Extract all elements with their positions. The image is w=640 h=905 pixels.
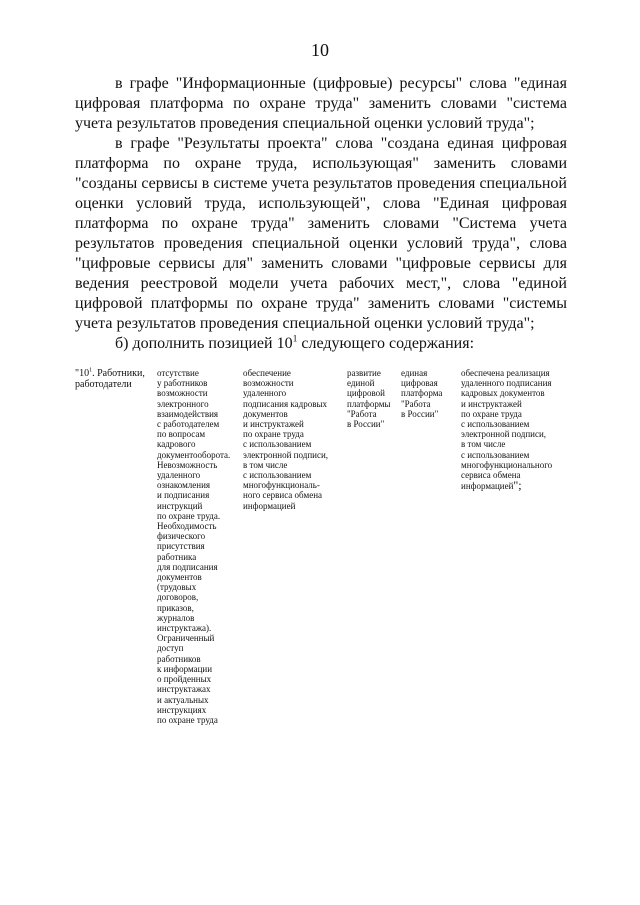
table-cell-goal: развитие единой цифровой платформы "Работа в России" [347,368,391,430]
table-cell-participants [75,368,149,390]
result-text: обеспечена реализация удаленного подписания кадровых документов и инструктажей по охране труда с использованием электронной подписи, в том числе с использованием многофункционального сервиса обмена информацией [461,368,553,492]
position-number: 10 [79,368,90,379]
item-b-suffix: следующего содержания: [297,335,475,352]
open-quote: " [75,368,80,379]
paragraph-add-position [75,334,567,354]
paragraph-info-resources: в графе "Информационные (цифровые) ресурсы" слова "единая цифровая платформа по охране труда" заменить словами "система учета результатов проведения специальной оценки условий труда"; [75,75,567,132]
position-superscript: 1 [89,367,93,374]
table-cell-problem: отсутствие у работников возможности электронного взаимодействия с работодателем по вопросам кадрового документооборота. Невозможность удаленного ознакомления и подписания инструкций по охране труда. Необходимость физического присутствия работника для подписания документов (трудовых договоров, приказов, журналов инструктажа). Ограниченный доступ работников к информации о пройденных инструктажах и актуальных инструкциях по охране труда [157,368,231,725]
item-b-prefix: б) дополнить позицией 10 [115,335,293,352]
amendment-text [75,74,567,354]
table-cell-result [461,368,569,491]
page-number: 10 [311,40,329,60]
close-quote: "; [513,478,522,493]
table-cell-task: обеспечение возможности удаленного подписания кадровых документов и инструктажей по охране труда с использованием электронной подписи, в том числе с использованием многофункциональ- ного сервиса обмена информацией [243,368,329,511]
table-cell-resources: единая цифровая платформа "Работа в России" [401,368,443,419]
participants-text: . Работники, работодатели [75,368,145,390]
paragraph-project-results: в графе "Результаты проекта" слова "создана единая цифровая платформа по охране труда, использующая" заменить словами "созданы сервисы в системе учета результатов проведения специальной оценки условий труда, использующей", слова "Единая цифровая платформа по охране труда" заменить словами "Система учета результатов проведения специальной оценки условий труда", слова "цифровые сервисы для" заменить словами "цифровые сервисы для ведения реестровой модели учета рабочих мест,", слова "единой цифровой платформы по охране труда" заменить словами "системы учета результатов проведения специальной оценки условий труда"; [75,135,567,332]
item-b-superscript: 1 [292,333,298,345]
